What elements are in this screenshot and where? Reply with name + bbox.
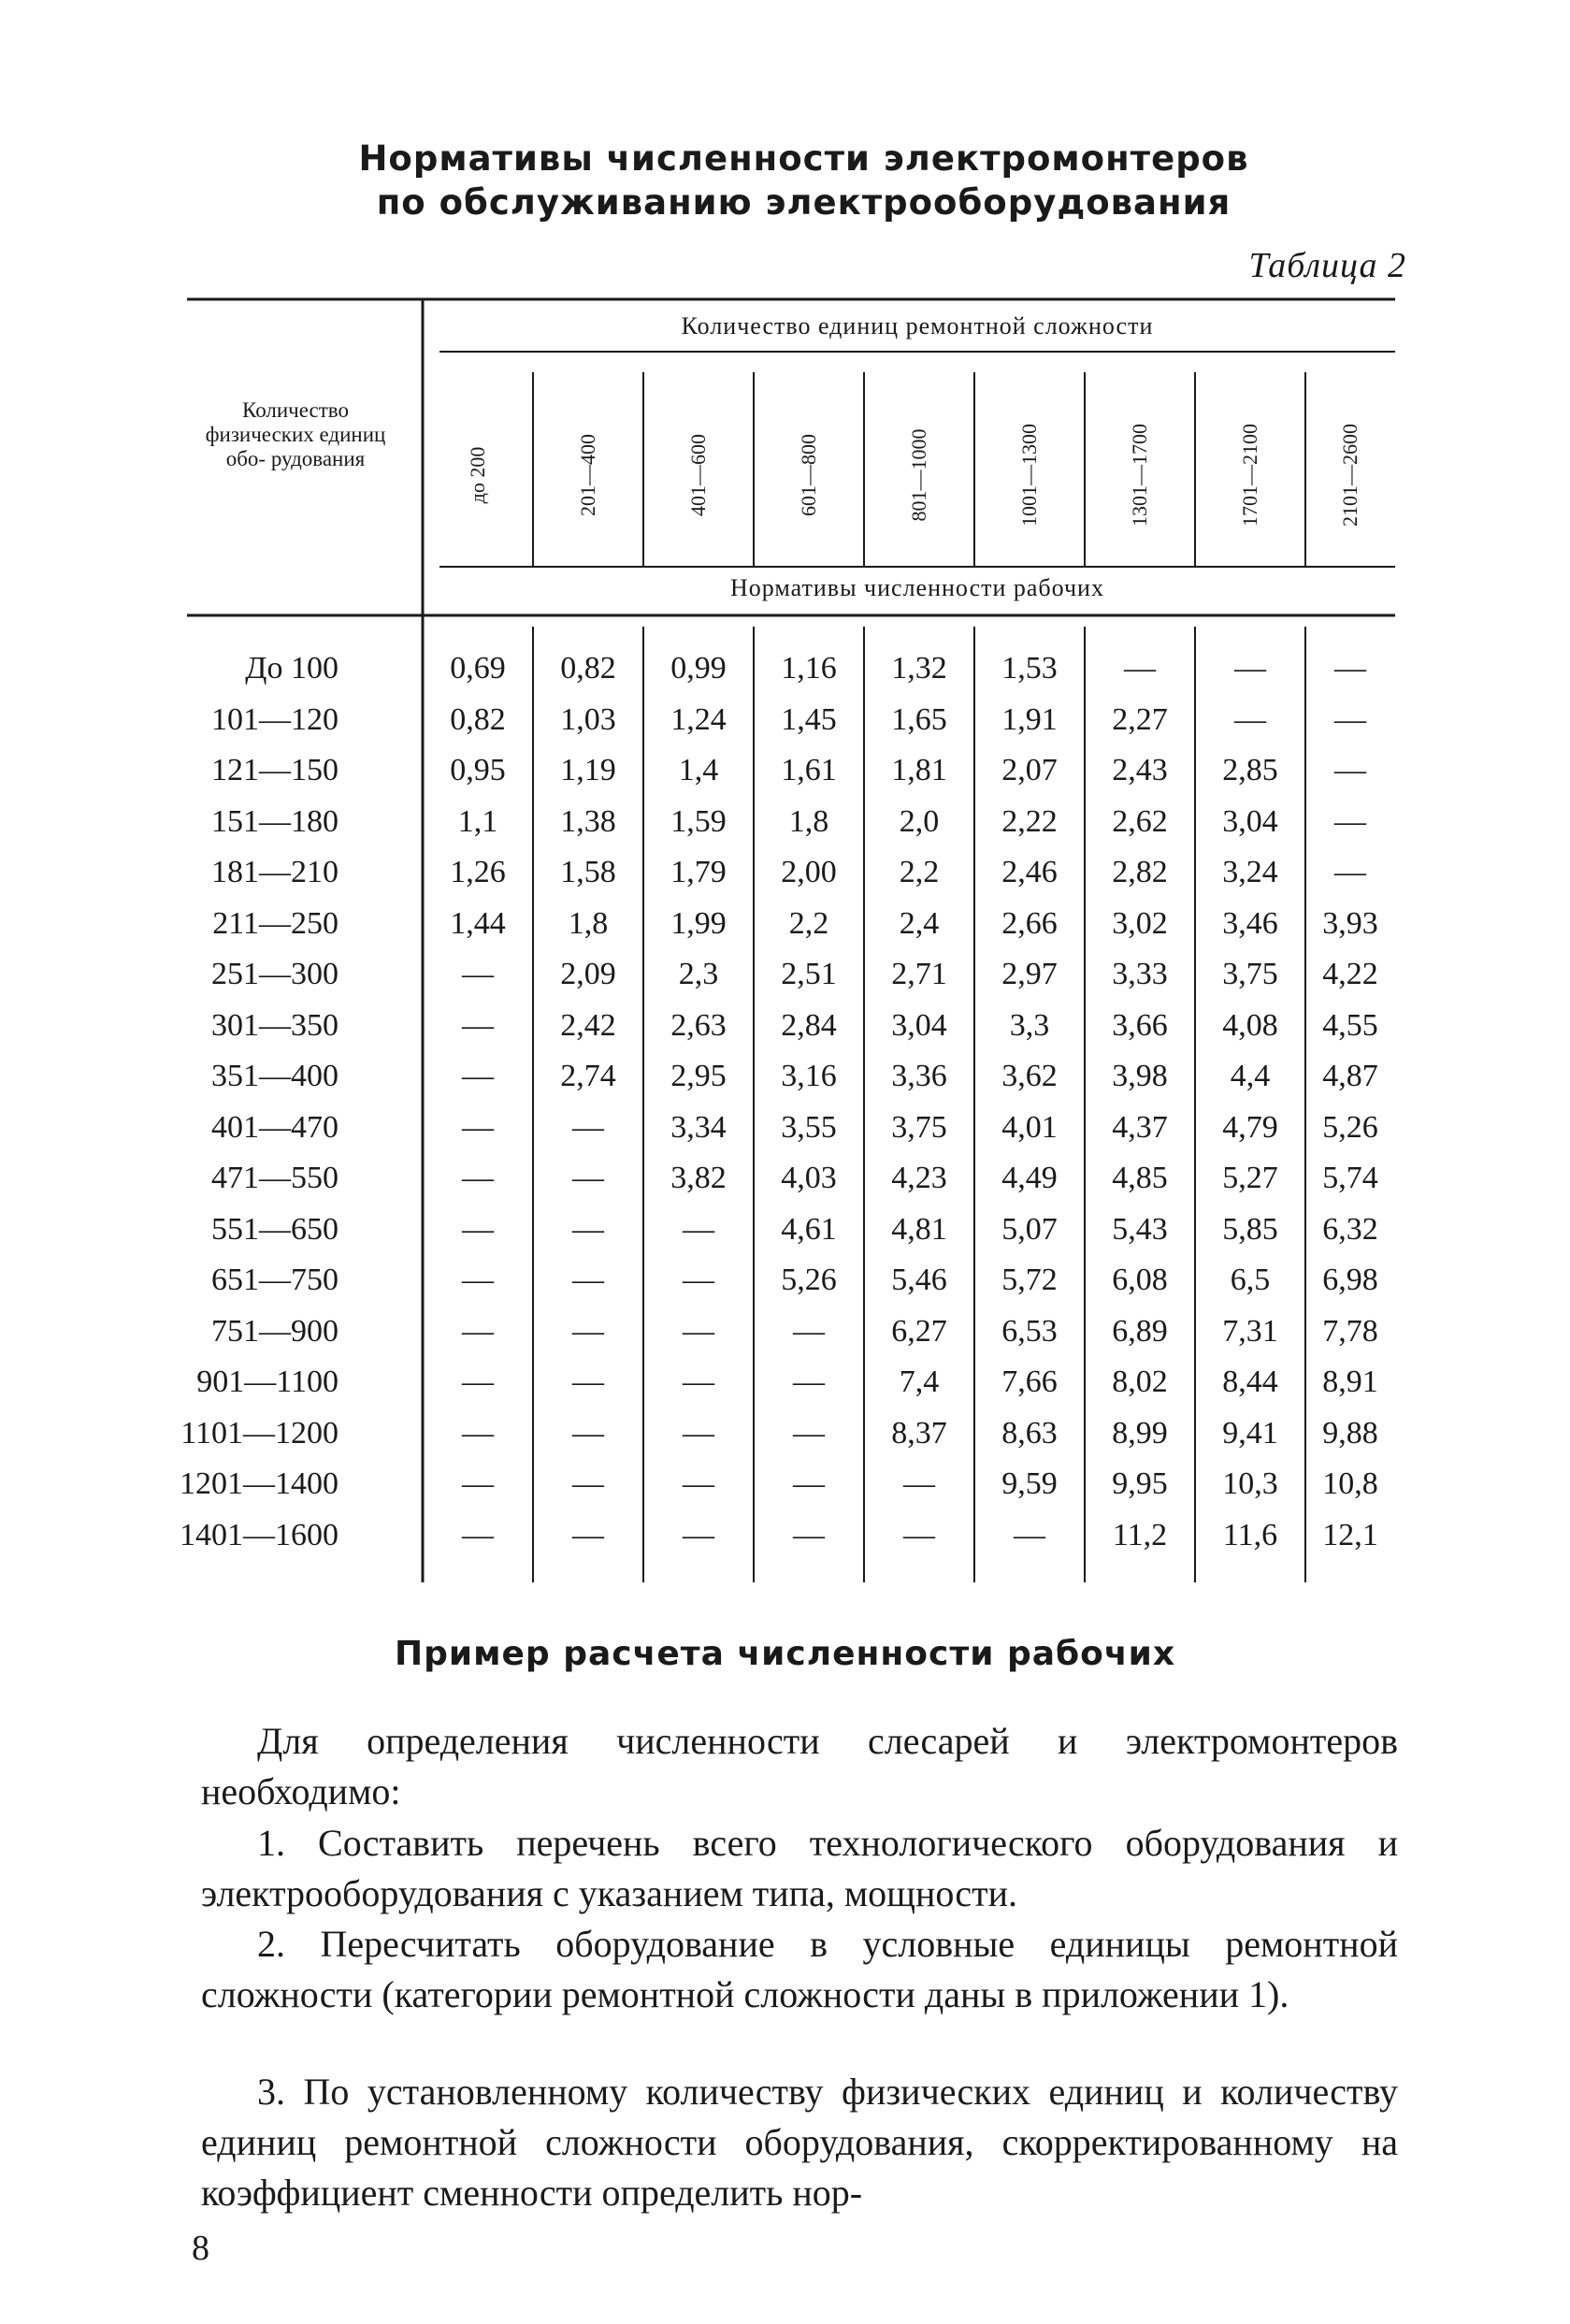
table-cell: — — [572, 1466, 604, 1501]
column-header-label: 601—800 — [797, 434, 820, 516]
table-cell: 1,61 — [781, 753, 837, 787]
table-cell: 9,59 — [1001, 1466, 1058, 1501]
table-cell: 10,3 — [1222, 1466, 1278, 1501]
table-cell: 2,63 — [670, 1007, 727, 1043]
table-cell: 2,00 — [781, 855, 837, 889]
table-cell: — — [903, 1466, 935, 1501]
row-label: 551—650 — [211, 1211, 338, 1247]
table-cell: 1,58 — [560, 855, 616, 889]
table-cell: 4,79 — [1222, 1109, 1278, 1145]
row-label: 181—210 — [211, 855, 338, 889]
table-cell: 3,93 — [1322, 905, 1378, 941]
section-subtitle: Пример расчета численности рабочих — [394, 1635, 1176, 1673]
table-cell: 2,82 — [1112, 855, 1168, 889]
table-cell: 4,08 — [1222, 1007, 1278, 1043]
table-cell: 2,46 — [1001, 855, 1058, 889]
table-cell: — — [462, 1161, 494, 1195]
table-cell: 4,01 — [1001, 1109, 1058, 1145]
table-cell: 2,71 — [891, 957, 947, 991]
table-cell: 1,44 — [450, 905, 506, 941]
table-cell: 1,16 — [781, 651, 837, 686]
row-label: 1401—1600 — [180, 1517, 338, 1552]
table-cell: 12,1 — [1322, 1517, 1378, 1552]
table-cell: 3,36 — [891, 1059, 947, 1093]
table-cell: — — [683, 1364, 714, 1399]
table-cell: 1,1 — [457, 803, 498, 839]
column-header-label: 201—400 — [576, 434, 599, 516]
table-cell: 2,84 — [781, 1007, 837, 1043]
column-header-label: до 200 — [466, 446, 489, 504]
table-cell: 4,49 — [1001, 1161, 1058, 1195]
table-cell: — — [683, 1466, 714, 1501]
table-cell: — — [1334, 803, 1366, 839]
table-cell: 2,2 — [788, 905, 829, 941]
table-cell: 7,66 — [1001, 1364, 1058, 1399]
table-cell: 3,04 — [1222, 803, 1278, 839]
column-header-3 — [680, 391, 717, 559]
table-cell: 1,65 — [891, 701, 947, 737]
table-cell: 1,99 — [670, 905, 727, 941]
table-cell: 4,03 — [781, 1161, 837, 1195]
table-cell: 0,69 — [450, 651, 506, 686]
table-cell: 2,66 — [1001, 905, 1058, 941]
table-cell: 7,78 — [1322, 1313, 1378, 1349]
table-cell: 2,2 — [899, 855, 940, 889]
table-cell: — — [462, 1364, 494, 1399]
row-label: 1201—1400 — [180, 1466, 338, 1501]
table-cell: 9,95 — [1112, 1466, 1168, 1501]
column-header-label: 1301—1700 — [1128, 424, 1151, 527]
table-cell: — — [683, 1517, 714, 1552]
row-label: 301—350 — [211, 1007, 338, 1043]
table-cell: 5,74 — [1322, 1161, 1378, 1195]
table-cell: — — [572, 1517, 604, 1552]
table-cell: 8,02 — [1112, 1364, 1168, 1399]
row-label: 251—300 — [211, 957, 338, 991]
table-cell: 4,61 — [781, 1211, 837, 1247]
table-cell: — — [462, 1059, 494, 1093]
table-cell: 2,51 — [781, 957, 837, 991]
table-cell: 3,34 — [670, 1109, 727, 1145]
table-cell: 1,19 — [560, 753, 616, 787]
table-cell: 2,42 — [560, 1007, 616, 1043]
table-cell: 1,38 — [560, 803, 616, 839]
row-label: 471—550 — [211, 1161, 338, 1195]
top-header: Количество единиц ремонтной сложности — [681, 312, 1154, 339]
table-cell: 2,27 — [1112, 701, 1168, 737]
table-cell: — — [1334, 701, 1366, 737]
table-cell: 9,88 — [1322, 1415, 1378, 1451]
table-cell: 0,82 — [560, 651, 616, 686]
table-cell: 1,45 — [781, 701, 837, 737]
table-cell: 4,22 — [1322, 957, 1378, 991]
table-cell: 6,98 — [1322, 1263, 1378, 1297]
table-cell: 3,33 — [1112, 957, 1168, 991]
column-header-label: 2101—2600 — [1338, 424, 1361, 527]
table-cell: 3,46 — [1222, 905, 1278, 941]
table-cell: 3,16 — [781, 1059, 837, 1093]
table-cell: 4,23 — [891, 1161, 947, 1195]
table-cell: 2,62 — [1112, 803, 1168, 839]
paragraph-step-3: 3. По установленному количеству физических единиц и количеству единиц ремонтной сложности оборудования, скорректированному на коэффициент сменности определить нор- — [201, 2071, 1398, 2214]
table-cell: — — [683, 1313, 714, 1349]
table-cell: 8,99 — [1112, 1415, 1168, 1451]
table-cell: 2,85 — [1222, 753, 1278, 787]
table-cell: — — [1124, 651, 1156, 686]
table-cell: 3,04 — [891, 1007, 947, 1043]
paragraph-step-2: 2. Пересчитать оборудование в условные единицы ремонтной сложности (категории ремонтной сложности даны в приложении 1). — [201, 1923, 1398, 2015]
table-cell: 4,4 — [1230, 1059, 1271, 1093]
column-header-label: 801—1000 — [907, 428, 930, 522]
row-label: 101—120 — [211, 701, 338, 737]
title-line-1: Нормативы численности электромонтеров — [358, 138, 1249, 179]
table-cell: 1,81 — [891, 753, 947, 787]
table-cell: 5,26 — [1322, 1109, 1378, 1145]
column-header-label: 401—600 — [686, 434, 710, 516]
table-cell: 1,8 — [788, 803, 829, 839]
table-cell: 2,95 — [670, 1059, 727, 1093]
table-cell: 3,24 — [1222, 855, 1278, 889]
column-header-1 — [459, 391, 497, 559]
row-label: 401—470 — [211, 1109, 338, 1145]
table-cell: 2,74 — [560, 1059, 616, 1093]
table-cell: 0,99 — [670, 651, 727, 686]
column-header-label: 1701—2100 — [1238, 424, 1261, 527]
table-cell: 6,08 — [1112, 1263, 1168, 1297]
table-cell: — — [683, 1211, 714, 1247]
table-cell: 2,43 — [1112, 753, 1168, 787]
table-cell: — — [572, 1263, 604, 1297]
column-header-label: 1001—1300 — [1017, 424, 1041, 527]
table-cell: 0,82 — [450, 701, 506, 737]
table-cell: 1,79 — [670, 855, 727, 889]
table-cell: — — [462, 1313, 494, 1349]
table-cell: — — [1334, 651, 1366, 686]
table-cell: — — [1234, 651, 1266, 686]
table-cell: 8,91 — [1322, 1364, 1378, 1399]
row-label: 351—400 — [211, 1059, 338, 1093]
column-header-4 — [790, 391, 828, 559]
table-cell: 2,97 — [1001, 957, 1058, 991]
table-cell: 1,8 — [568, 905, 609, 941]
table-cell: 8,44 — [1222, 1364, 1278, 1399]
table-cell: 1,24 — [670, 701, 727, 737]
row-label: 651—750 — [211, 1263, 338, 1297]
row-label: 901—1100 — [196, 1364, 338, 1399]
table-cell: 8,37 — [891, 1415, 947, 1451]
table-cell: 4,87 — [1322, 1059, 1378, 1093]
table-cell: 4,37 — [1112, 1109, 1168, 1145]
table-cell: 3,55 — [781, 1109, 837, 1145]
table-cell: 1,4 — [678, 753, 719, 787]
bottom-header: Нормативы численности рабочих — [730, 574, 1104, 601]
table-cell: 2,0 — [899, 803, 940, 839]
table-cell: — — [793, 1517, 825, 1552]
table-cell: — — [462, 1466, 494, 1501]
table-cell: — — [462, 957, 494, 991]
table-cell: — — [462, 1517, 494, 1552]
table-cell: — — [793, 1313, 825, 1349]
table-cell: — — [572, 1109, 604, 1145]
table-cell: 4,85 — [1112, 1161, 1168, 1195]
column-header-2 — [569, 391, 607, 559]
table-cell: — — [1014, 1517, 1045, 1552]
row-label: 1101—1200 — [180, 1415, 338, 1451]
table-cell: 6,27 — [891, 1313, 947, 1349]
column-header-7 — [1121, 391, 1159, 559]
table-cell: 6,5 — [1230, 1263, 1271, 1297]
table-cell: 1,03 — [560, 701, 616, 737]
table-cell: 5,43 — [1112, 1211, 1168, 1247]
table-cell: — — [572, 1211, 604, 1247]
table-cell: 1,32 — [891, 651, 947, 686]
table-label: Таблица 2 — [1248, 246, 1406, 285]
table-cell: — — [793, 1364, 825, 1399]
table-cell: 2,07 — [1001, 753, 1058, 787]
table-cell: 3,75 — [891, 1109, 947, 1145]
table-cell: 2,3 — [678, 957, 719, 991]
table-cell: — — [572, 1161, 604, 1195]
row-label: До 100 — [245, 651, 338, 686]
table-cell: 4,55 — [1322, 1007, 1378, 1043]
row-header: Количество физических единиц обо- рудования — [205, 398, 386, 470]
table-cell: 5,85 — [1222, 1211, 1278, 1247]
title-line-2: по обслуживанию электрооборудования — [376, 182, 1232, 223]
table-cell: — — [462, 1109, 494, 1145]
table-cell: 8,63 — [1001, 1415, 1058, 1451]
norms-table — [180, 297, 1395, 1582]
table-cell: 6,32 — [1322, 1211, 1378, 1247]
table-cell: 1,59 — [670, 803, 727, 839]
table-cell: — — [683, 1415, 714, 1451]
paragraph-step-1: 1. Составить перечень всего технологического оборудования и электрооборудования с указанием типа, мощности. — [201, 1822, 1398, 1914]
table-cell: 1,91 — [1001, 701, 1058, 737]
table-cell: — — [462, 1007, 494, 1043]
table-cell: 7,31 — [1222, 1313, 1278, 1349]
column-header-8 — [1232, 391, 1269, 559]
column-header-6 — [1011, 391, 1048, 559]
table-cell: 5,27 — [1222, 1161, 1278, 1195]
table-cell: — — [572, 1313, 604, 1349]
table-cell: 6,53 — [1001, 1313, 1058, 1349]
page-number: 8 — [192, 2229, 209, 2268]
row-label: 211—250 — [212, 905, 338, 941]
table-cell: 3,3 — [1009, 1007, 1050, 1043]
table-cell: — — [1234, 701, 1266, 737]
table-cell: — — [572, 1364, 604, 1399]
table-cell: — — [1334, 753, 1366, 787]
table-cell: 5,72 — [1001, 1263, 1058, 1297]
table-cell: — — [903, 1517, 935, 1552]
table-cell: — — [462, 1263, 494, 1297]
table-cell: — — [793, 1466, 825, 1501]
table-cell: 9,41 — [1222, 1415, 1278, 1451]
table-cell: 11,2 — [1112, 1517, 1168, 1552]
paragraph-intro: Для определения численности слесарей и электромонтеров необходимо: — [201, 1720, 1398, 1812]
table-cell: 3,75 — [1222, 957, 1278, 991]
table-cell: 1,53 — [1001, 651, 1058, 686]
table-cell: 2,22 — [1001, 803, 1058, 839]
table-cell: 2,09 — [560, 957, 616, 991]
table-cell: 3,98 — [1112, 1059, 1168, 1093]
table-cell: 5,26 — [781, 1263, 837, 1297]
table-cell: 2,4 — [899, 905, 940, 941]
row-label: 151—180 — [211, 803, 338, 839]
table-cell: 3,02 — [1112, 905, 1168, 941]
table-cell: — — [572, 1415, 604, 1451]
table-cell: 3,82 — [670, 1161, 727, 1195]
table-cell: 4,81 — [891, 1211, 947, 1247]
column-header-9 — [1332, 391, 1369, 559]
table-cell: 5,46 — [891, 1263, 947, 1297]
table-cell: 7,4 — [899, 1364, 940, 1399]
row-label: 751—900 — [211, 1313, 338, 1349]
table-cell: 3,66 — [1112, 1007, 1168, 1043]
table-cell: 3,62 — [1001, 1059, 1058, 1093]
row-label: 121—150 — [211, 753, 338, 787]
table-cell: — — [683, 1263, 714, 1297]
table-cell: 6,89 — [1112, 1313, 1168, 1349]
table-cell: — — [1334, 855, 1366, 889]
column-header-5 — [900, 391, 938, 559]
table-cell: — — [462, 1211, 494, 1247]
table-cell: 1,26 — [450, 855, 506, 889]
table-cell: — — [462, 1415, 494, 1451]
table-cell: 11,6 — [1222, 1517, 1278, 1552]
table-cell: 10,8 — [1322, 1466, 1378, 1501]
table-cell: 5,07 — [1001, 1211, 1058, 1247]
table-cell: — — [793, 1415, 825, 1451]
table-cell: 0,95 — [450, 753, 506, 787]
